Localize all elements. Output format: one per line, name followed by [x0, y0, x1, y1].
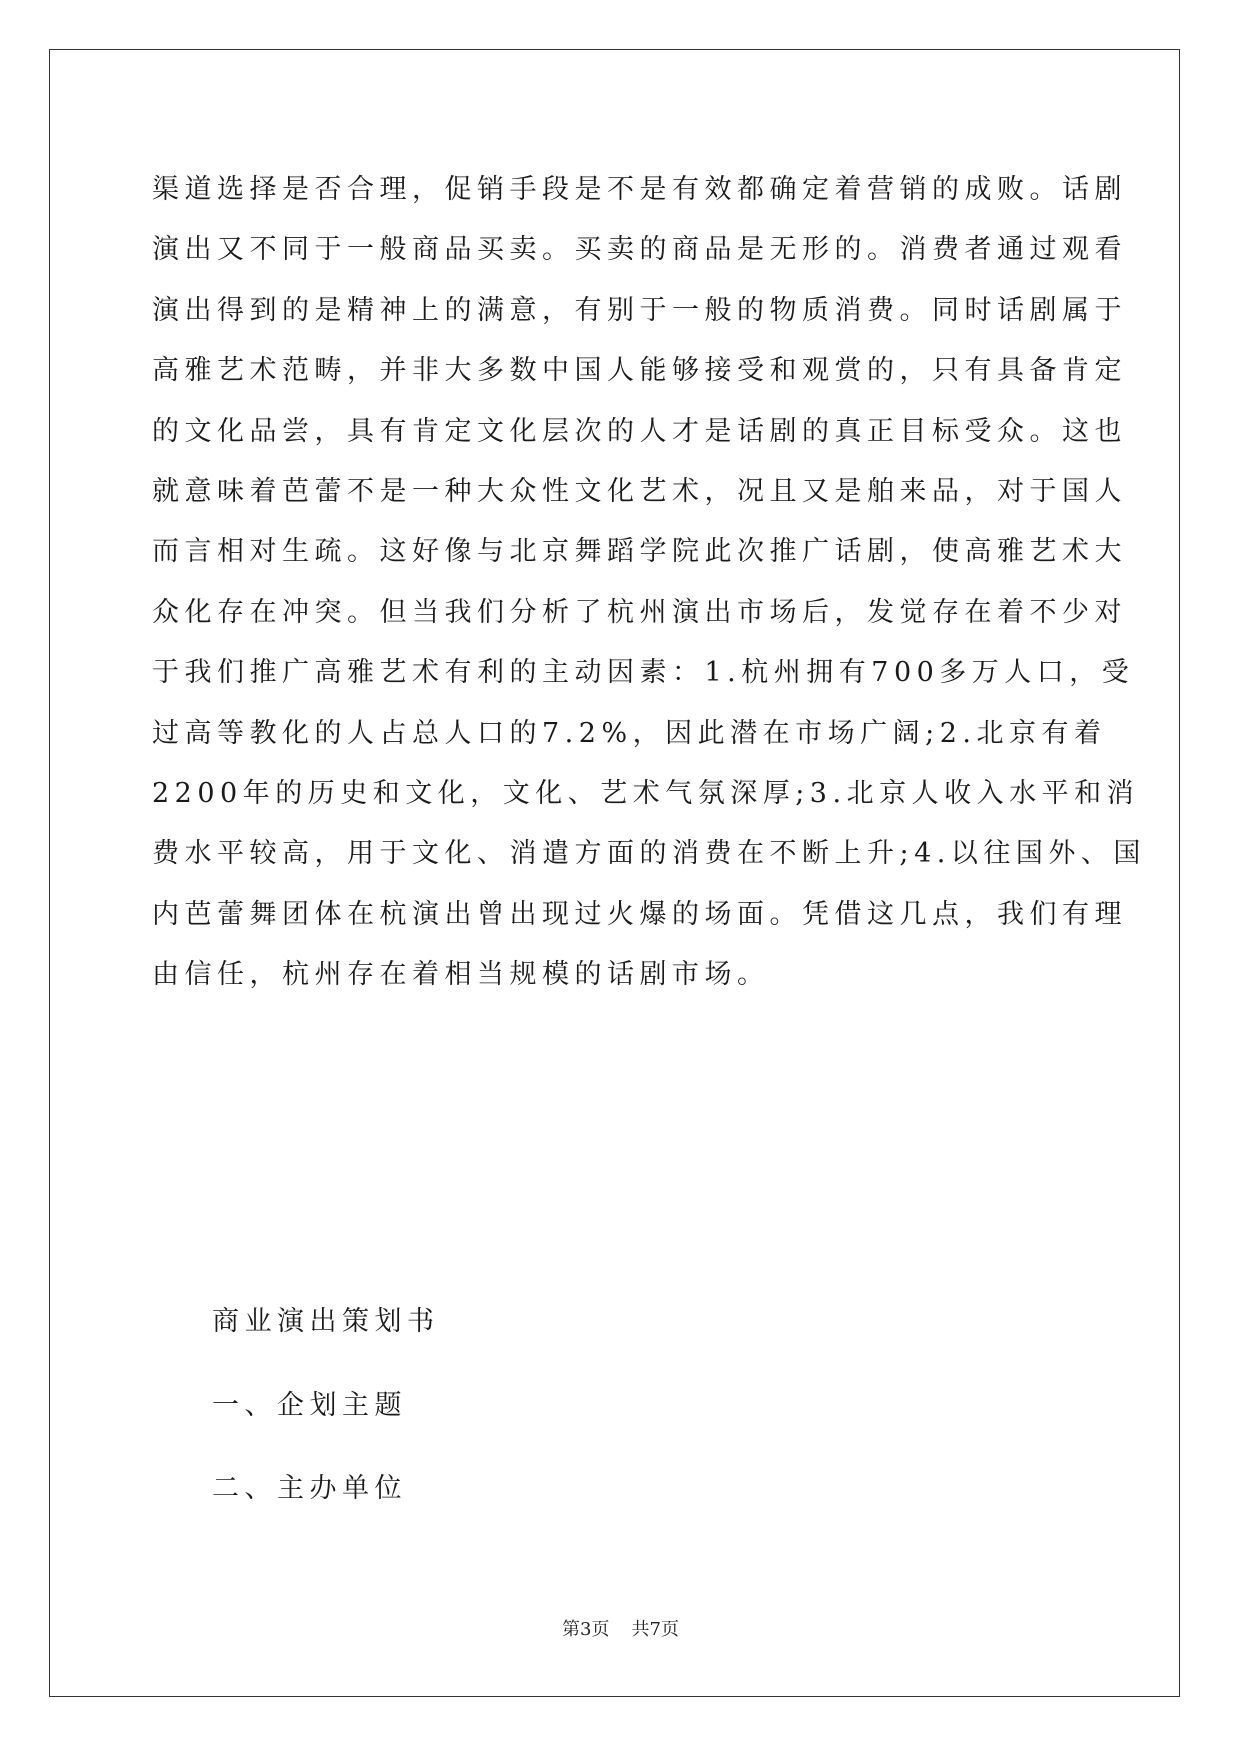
- paragraph-line: 就意味着芭蕾不是一种大众性文化艺术，况且又是舶来品，对于国人: [152, 475, 1127, 507]
- paragraph-line: 费水平较高，用于文化、消遣方面的消费在不断上升;4.以往国外、国: [152, 838, 1146, 870]
- paragraph-line: 高雅艺术范畴，并非大多数中国人能够接受和观赏的，只有具备肯定: [152, 355, 1127, 387]
- paragraph-line: 渠道选择是否合理，促销手段是不是有效都确定着营销的成败。话剧: [152, 174, 1127, 205]
- paragraph-line: 演出又不同于一般商品买卖。买卖的商品是无形的。消费者通过观看: [152, 234, 1127, 266]
- page-number: 第3页: [562, 1619, 610, 1640]
- paragraph-line: 于我们推广高雅艺术有利的主动因素：1.杭州拥有700多万人口，受: [152, 657, 1135, 689]
- section-heading-organizer: 二、主办单位: [212, 1473, 407, 1504]
- paragraph-line: 内芭蕾舞团体在杭演出曾出现过火爆的场面。凭借这几点，我们有理: [152, 898, 1127, 930]
- paragraph-line: 众化存在冲突。但当我们分析了杭州演出市场后，发觉存在着不少对: [152, 596, 1127, 628]
- page-total: 共7页: [631, 1619, 679, 1640]
- paragraph-line: 演出得到的是精神上的满意，有别于一般的物质消费。同时话剧属于: [152, 294, 1127, 326]
- paragraph-line: 过高等教化的人占总人口的7.2%，因此潜在市场广阔;2.北京有着: [152, 717, 1107, 749]
- section-heading-theme: 一、企划主题: [212, 1390, 407, 1421]
- section-title: 商业演出策划书: [212, 1306, 440, 1337]
- paragraph-line: 的文化品尝，具有肯定文化层次的人才是话剧的真正目标受众。这也: [152, 415, 1127, 447]
- body-paragraph: [152, 160, 1146, 1005]
- paragraph-line: 由信任，杭州存在着相当规模的话剧市场。: [152, 959, 770, 991]
- paragraph-line: 2200年的历史和文化，文化、艺术气氛深厚;3.北京人收入水平和消: [152, 777, 1140, 809]
- paragraph-line: 而言相对生疏。这好像与北京舞蹈学院此次推广话剧，使高雅艺术大: [152, 536, 1127, 568]
- page-footer: [0, 1615, 1241, 1641]
